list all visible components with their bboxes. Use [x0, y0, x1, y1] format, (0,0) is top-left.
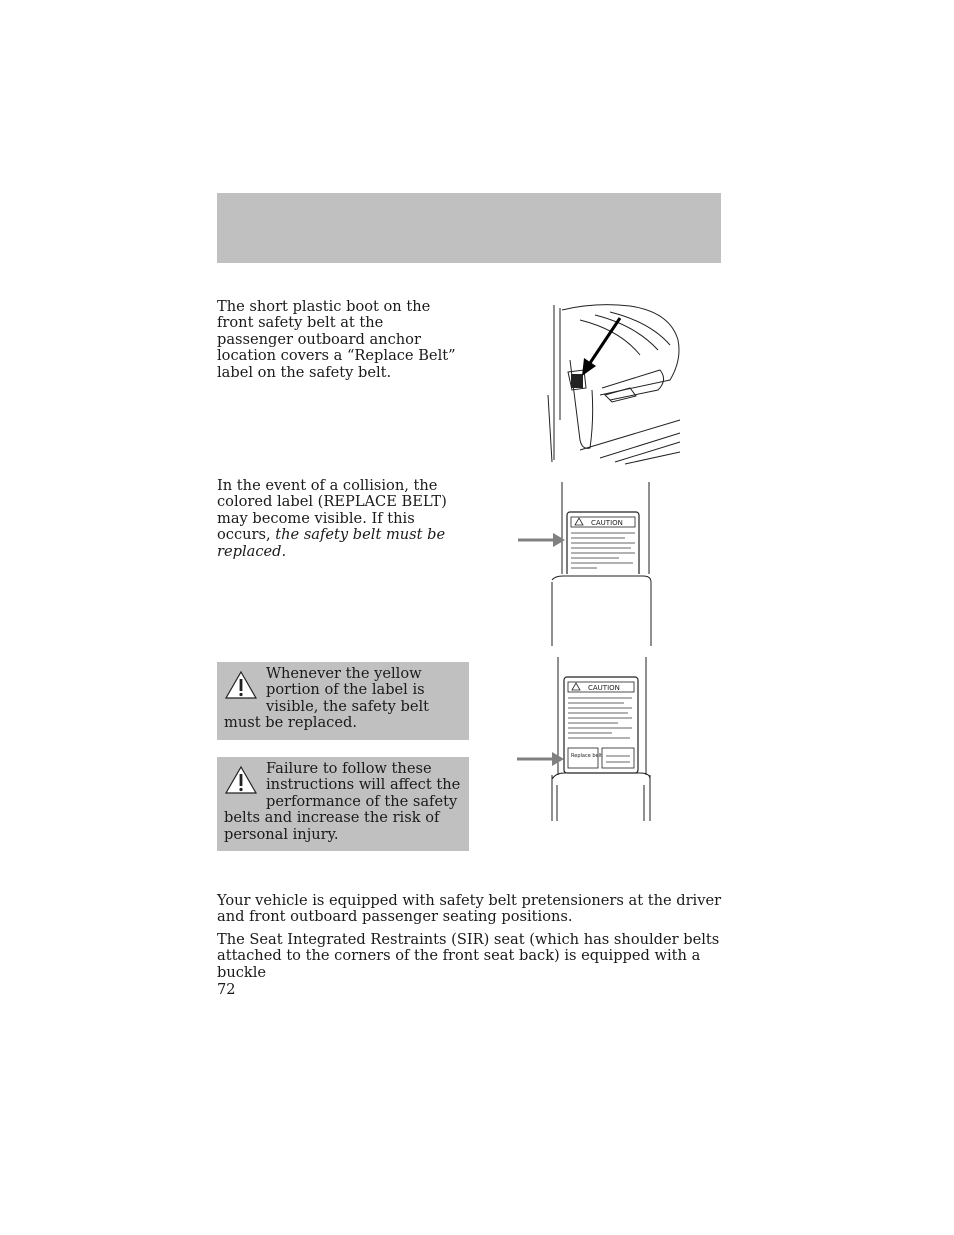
- caution-label-text: CAUTION: [588, 684, 620, 692]
- warning-box-label-visible: [217, 662, 469, 740]
- gray-arrow-icon: [553, 533, 565, 547]
- replace-belt-label-illustration: [512, 655, 660, 823]
- caution-label-boot-illustration: [515, 480, 660, 648]
- warning-triangle-icon: [224, 670, 258, 700]
- caution-label-text: CAUTION: [591, 519, 623, 527]
- pretensioners-paragraph: Your vehicle is equipped with safety belt pretensioners at the driver and front outboard passenger seating positions.: [217, 892, 722, 926]
- warning-triangle-icon: [224, 765, 258, 795]
- black-arrow-icon: [582, 358, 596, 376]
- warning-text: Whenever the yellow portion of the label is visible, the safety belt must be replaced.: [224, 665, 430, 732]
- seat-boot-illustration: [540, 300, 685, 466]
- boot-paragraph: The short plastic boot on the front safety belt at the passenger outboard anchor location covers a “Replace Belt” label on the safety belt.: [217, 298, 456, 381]
- warning-text: Failure to follow these instructions will affect the performance of the safety belts and increase the risk of personal injury.: [224, 760, 461, 843]
- collision-paragraph: [217, 478, 462, 560]
- sir-paragraph: The Seat Integrated Restraints (SIR) seat (which has shoulder belts attached to the corners of the front seat back) is equipped with a buckle: [217, 931, 720, 981]
- page-number: 72: [217, 981, 236, 998]
- warning-box-failure: [217, 757, 469, 851]
- collision-emphasis-text: the safety belt must be replaced.: [217, 526, 446, 560]
- section-header-band: [217, 193, 721, 263]
- replace-belt-label-text: Replace belt: [571, 753, 602, 759]
- collision-lead-text: In the event of a collision, the colored label (REPLACE BELT) may become visible. If this occurs,: [217, 477, 447, 544]
